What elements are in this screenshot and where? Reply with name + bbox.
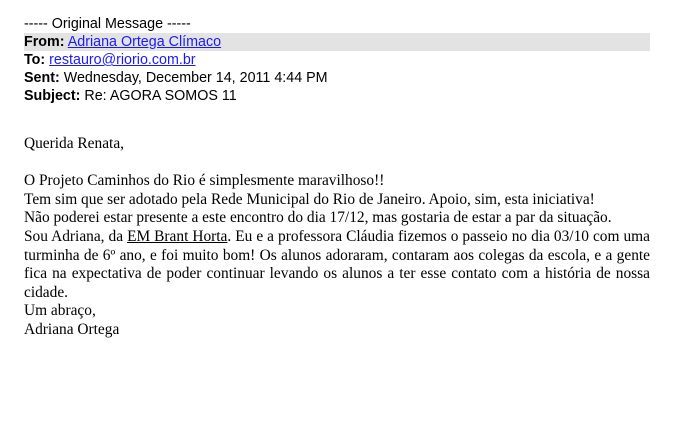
to-row [24,51,650,69]
to-label: To: [24,52,46,68]
closing: Um abraço, [24,302,96,320]
school-name: EM Brant Horta [127,227,228,245]
sent-label: Sent: [24,70,60,86]
paragraph-4 [24,228,650,302]
from-row [24,33,650,51]
sent-value: Wednesday, December 14, 2011 4:44 PM [63,70,328,86]
signature: Adriana Ortega [24,320,120,338]
paragraph-3: Não poderei estar presente a este encontro do dia 17/12, mas gostaria de estar a par da situação. [24,209,612,227]
paragraph-2: Tem sim que ser adotado pela Rede Municipal do Rio de Janeiro. Apoio, sim, esta iniciativa! [24,190,595,208]
original-message-line [24,15,650,33]
from-link[interactable]: Adriana Ortega Clímaco [67,34,222,50]
email-body [24,135,650,340]
email-header [24,15,650,105]
paragraph-1: O Projeto Caminhos do Rio é simplesmente maravilhoso!! [24,172,385,190]
subject-value: Re: AGORA SOMOS 11 [84,88,237,104]
sent-row [24,69,650,87]
paragraph-4-rest: . Eu e a professora Cláudia fizemos o passeio no dia 03/10 com uma turminha de 6º ano, e foi muito bom! Os alunos adoraram, contaram aos colegas da escola, e a gente fica na expectativa de poder continuar levando os alunos a ter esse contato com a história de nossa cidade. [24,227,650,301]
paragraph-4-start: Sou Adriana, da [24,227,128,245]
subject-row [24,87,650,105]
from-label: From: [24,34,65,50]
subject-label: Subject: [24,88,81,104]
original-message-label: ----- Original Message ----- [24,16,191,32]
greeting: Querida Renata, [24,135,124,152]
to-email-link[interactable]: restauro@riorio.com.br [49,52,196,68]
